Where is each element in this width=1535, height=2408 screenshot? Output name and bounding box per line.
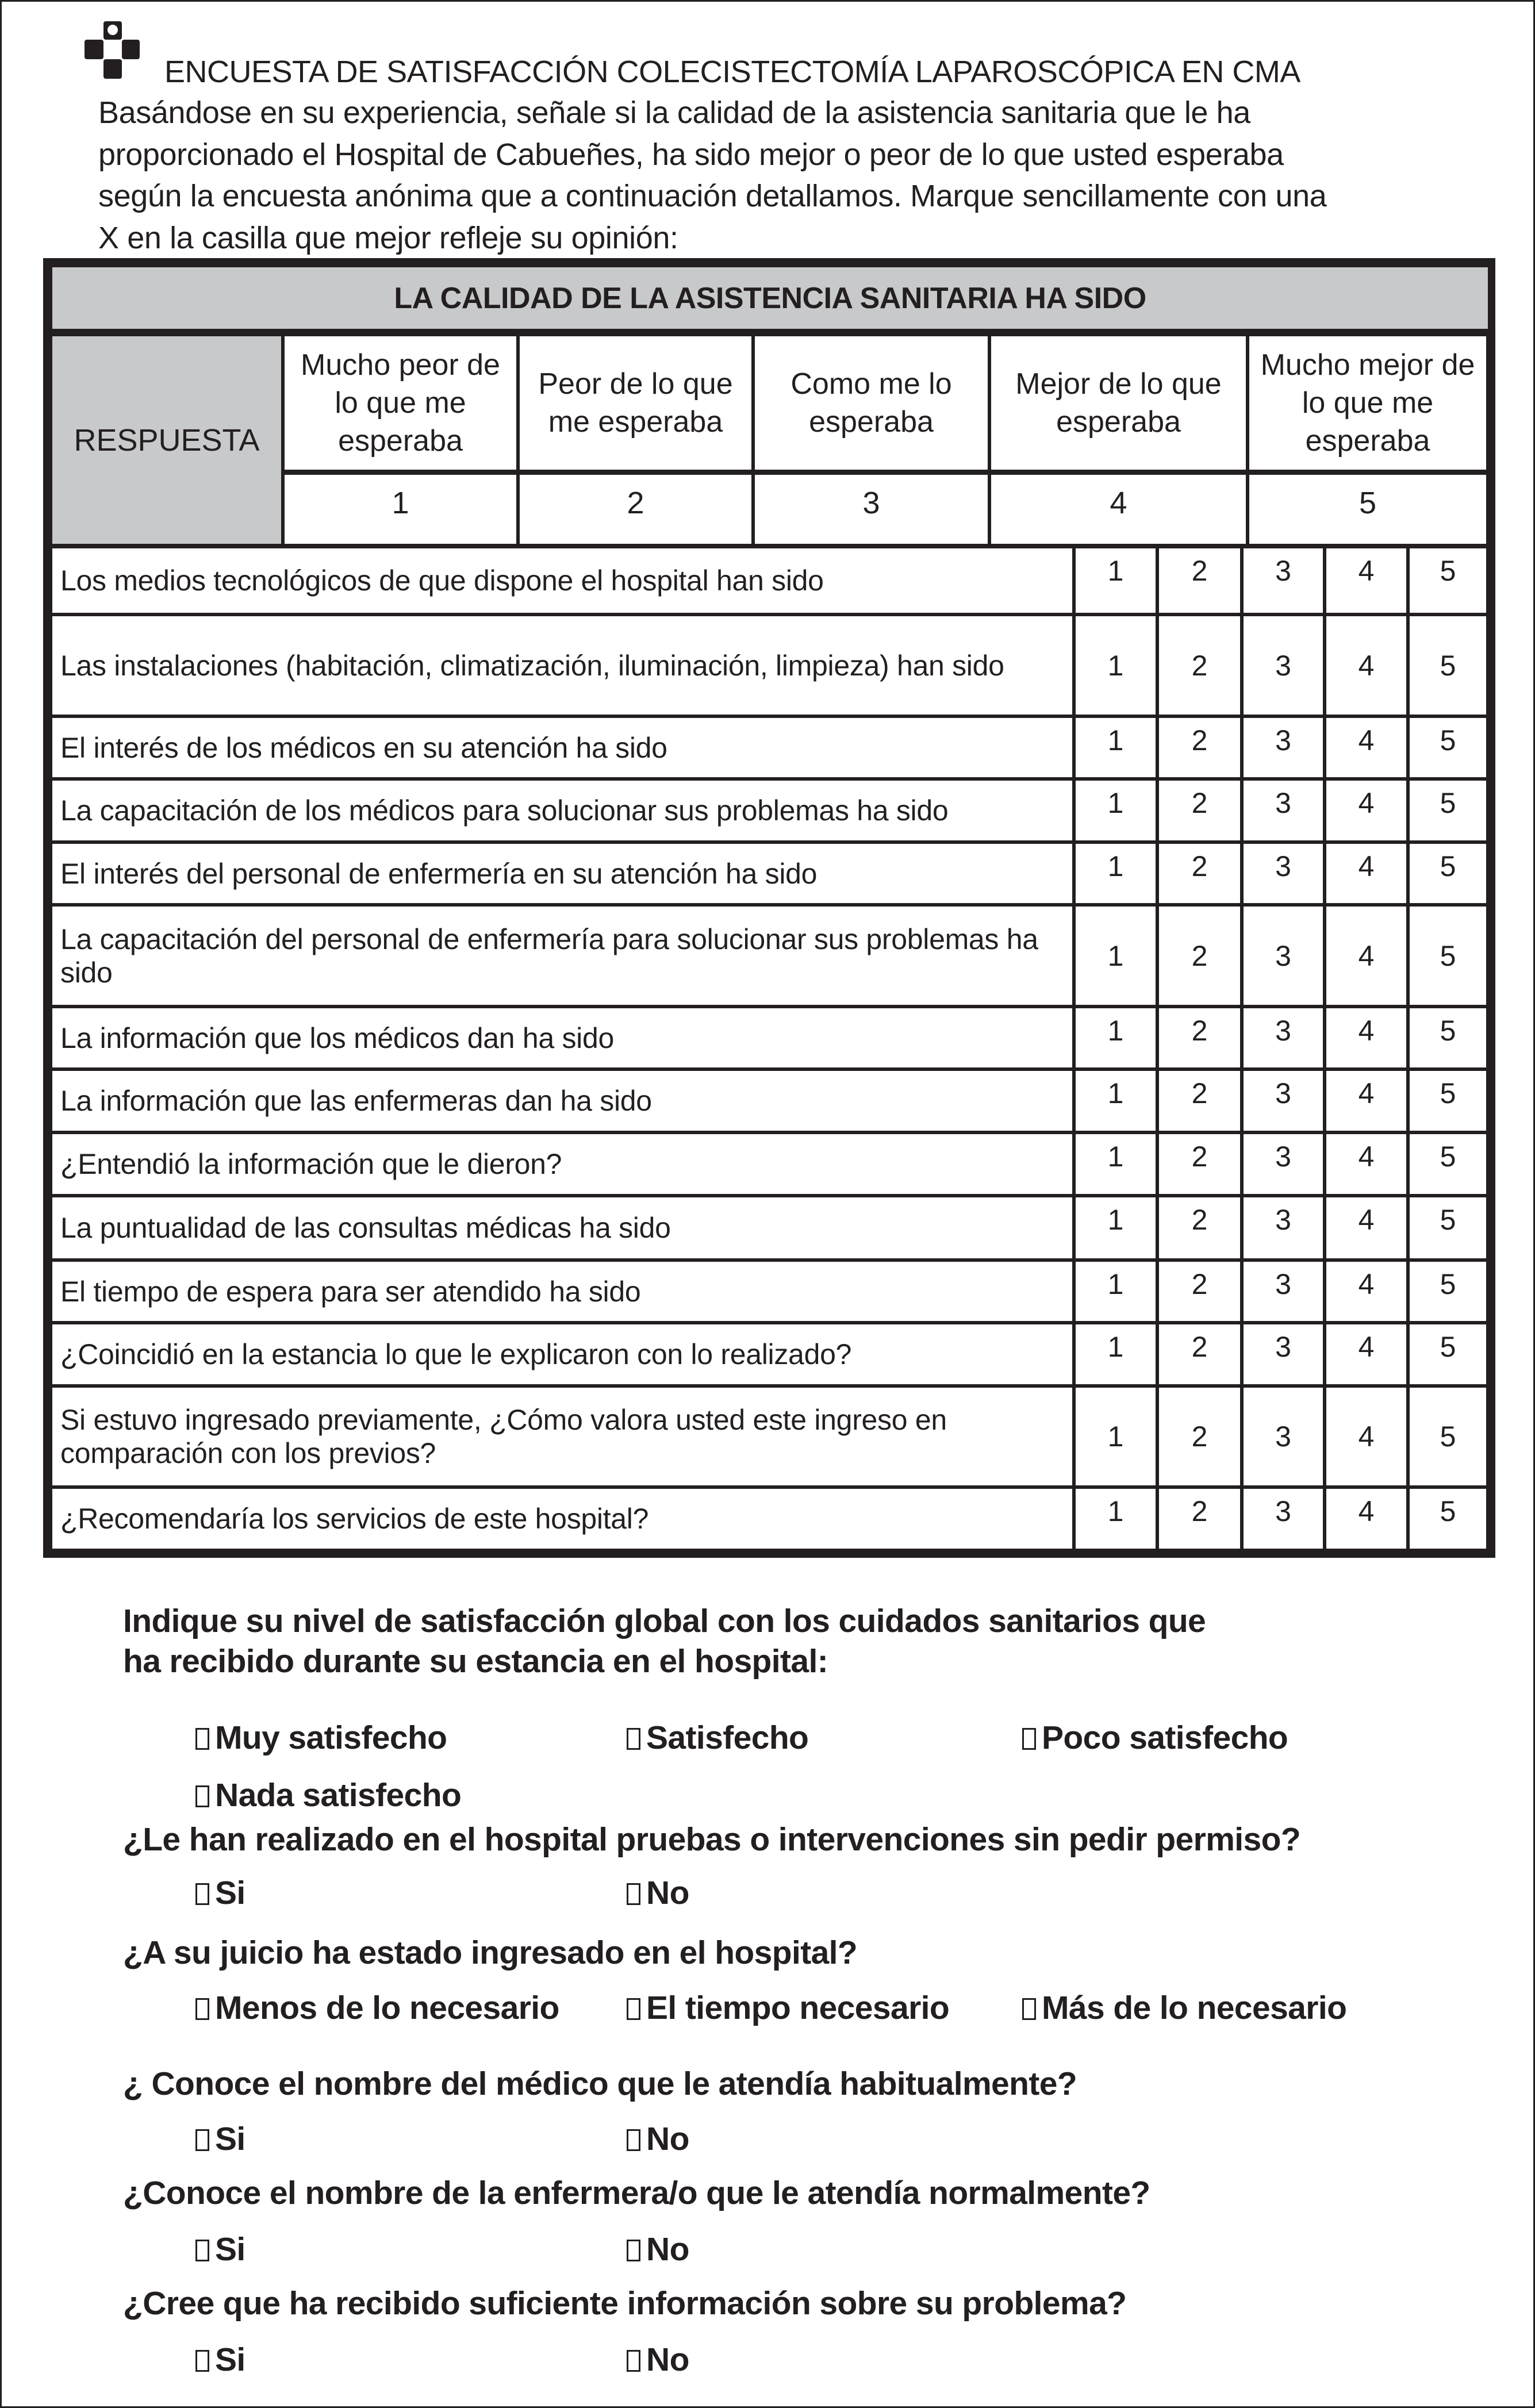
rating-cell-4[interactable]: 4 [1326, 1071, 1406, 1131]
question-text: La puntualidad de las consultas médicas ha sido [52, 1197, 1072, 1258]
option-label: No [646, 2121, 689, 2157]
rating-cell-2[interactable]: 2 [1159, 1489, 1240, 1549]
rating-cell-2[interactable]: 2 [1159, 718, 1240, 777]
rating-cell-2[interactable]: 2 [1159, 1324, 1240, 1384]
rating-cell-2[interactable]: 2 [1159, 548, 1240, 613]
scale-header-value: 1 [285, 475, 516, 544]
question-text: La información que las enfermeras dan ha sido [52, 1071, 1072, 1131]
option-label: No [646, 2341, 689, 2378]
option-no[interactable] [627, 2341, 689, 2379]
survey-title: ENCUESTA DE SATISFACCIÓN COLECISTECTOMÍA LAPAROSCÓPICA EN CMA [164, 55, 1300, 89]
rating-cell-2[interactable]: 2 [1159, 1197, 1240, 1258]
rating-cell-4[interactable]: 4 [1326, 907, 1406, 1005]
question-informacion: ¿Cree que ha recibido suficiente información sobre su problema? [123, 2285, 1127, 2322]
checkbox-icon[interactable] [627, 2240, 640, 2261]
option-label: Si [215, 2121, 245, 2157]
question-text: ¿Coincidió en la estancia lo que le explicaron con lo realizado? [52, 1324, 1072, 1384]
rating-cell-5[interactable]: 5 [1410, 907, 1486, 1005]
option-tiempo-necesario[interactable] [627, 1989, 949, 2027]
scale-header-label: Mucho peor de lo que me esperaba [285, 336, 516, 470]
option-poco-satisfecho[interactable] [1022, 1719, 1288, 1757]
question-text: Los medios tecnológicos de que dispone el hospital han sido [52, 548, 1072, 613]
rating-cell-1[interactable]: 1 [1076, 718, 1156, 777]
table-band-title: LA CALIDAD DE LA ASISTENCIA SANITARIA HA SIDO [52, 267, 1488, 329]
question-text: Las instalaciones (habitación, climatización, iluminación, limpieza) han sido [52, 616, 1072, 715]
option-label: Menos de lo necesario [215, 1990, 559, 2026]
rating-cell-3[interactable]: 3 [1244, 907, 1323, 1005]
question-text: ¿Entendió la información que le dieron? [52, 1134, 1072, 1194]
rating-cell-5[interactable]: 5 [1410, 1197, 1486, 1258]
intro-paragraph [98, 92, 1421, 259]
rating-cell-3[interactable]: 3 [1244, 844, 1323, 903]
rating-cell-1[interactable]: 1 [1076, 548, 1156, 613]
rating-cell-3[interactable]: 3 [1244, 1489, 1323, 1549]
question-text: La capacitación del personal de enfermería para solucionar sus problemas ha sido [52, 907, 1072, 1005]
rating-cell-3[interactable]: 3 [1244, 1262, 1323, 1321]
scale-header-value: 5 [1249, 475, 1486, 544]
rating-cell-1[interactable]: 1 [1076, 844, 1156, 903]
rating-cell-2[interactable]: 2 [1159, 1008, 1240, 1067]
question-text: ¿Recomendaría los servicios de este hospital? [52, 1489, 1072, 1549]
checkbox-icon[interactable] [627, 1998, 640, 2020]
scale-header-value: 4 [991, 475, 1246, 544]
option-label: El tiempo necesario [646, 1990, 950, 2026]
intro-line: Basándose en su experiencia, señale si la calidad de la asistencia sanitaria que le ha [98, 95, 1250, 130]
question-text: El tiempo de espera para ser atendido ha sido [52, 1262, 1072, 1321]
rating-cell-5[interactable]: 5 [1410, 1489, 1486, 1549]
question-nombre-enfermera: ¿Conoce el nombre de la enfermera/o que le atendía normalmente? [123, 2175, 1150, 2211]
question-ingreso: ¿A su juicio ha estado ingresado en el hospital? [123, 1934, 858, 1971]
rating-cell-4[interactable]: 4 [1326, 1489, 1406, 1549]
option-mas-necesario[interactable] [1022, 1989, 1346, 2027]
rating-cell-5[interactable]: 5 [1410, 844, 1486, 903]
option-label: Poco satisfecho [1042, 1719, 1288, 1756]
hospital-cross-logo-icon [85, 21, 140, 79]
checkbox-icon[interactable] [627, 1728, 640, 1750]
rating-cell-5[interactable]: 5 [1410, 616, 1486, 715]
rating-cell-4[interactable]: 4 [1326, 1262, 1406, 1321]
rating-cell-2[interactable]: 2 [1159, 1262, 1240, 1321]
option-si[interactable] [195, 1874, 245, 1912]
rating-cell-3[interactable]: 3 [1244, 1388, 1323, 1485]
rating-cell-1[interactable]: 1 [1076, 1324, 1156, 1384]
intro-line: según la encuesta anónima que a continuación detallamos. Marque sencillamente con una [98, 179, 1327, 213]
checkbox-icon[interactable] [195, 1728, 209, 1750]
respuesta-header: RESPUESTA [52, 336, 281, 544]
scale-header-label: Como me lo esperaba [755, 336, 988, 470]
option-label: No [646, 1875, 689, 1911]
rating-cell-1[interactable]: 1 [1076, 1197, 1156, 1258]
rating-cell-5[interactable]: 5 [1410, 1262, 1486, 1321]
option-nada-satisfecho[interactable] [195, 1776, 461, 1814]
rating-cell-5[interactable]: 5 [1410, 781, 1486, 840]
rating-cell-3[interactable]: 3 [1244, 1197, 1323, 1258]
scale-header-value: 3 [755, 475, 988, 544]
rating-cell-5[interactable]: 5 [1410, 1134, 1486, 1194]
rating-cell-1[interactable]: 1 [1076, 781, 1156, 840]
rating-cell-4[interactable]: 4 [1326, 1388, 1406, 1485]
rating-cell-3[interactable]: 3 [1244, 616, 1323, 715]
option-label: Si [215, 1875, 245, 1911]
option-label: Satisfecho [646, 1719, 809, 1756]
global-question-line: ha recibido durante su estancia en el hospital: [123, 1643, 828, 1680]
option-label: Muy satisfecho [215, 1719, 447, 1756]
option-label: No [646, 2231, 689, 2268]
rating-cell-2[interactable]: 2 [1159, 844, 1240, 903]
scale-header-label: Mejor de lo que esperaba [991, 336, 1246, 470]
scale-header-label: Peor de lo que me esperaba [520, 336, 751, 470]
rating-cell-4[interactable]: 4 [1326, 844, 1406, 903]
rating-cell-3[interactable]: 3 [1244, 781, 1323, 840]
rating-cell-1[interactable]: 1 [1076, 907, 1156, 1005]
question-text: La capacitación de los médicos para solucionar sus problemas ha sido [52, 781, 1072, 840]
rating-cell-5[interactable]: 5 [1410, 1388, 1486, 1485]
checkbox-icon[interactable] [1022, 1728, 1036, 1750]
rating-cell-1[interactable]: 1 [1076, 616, 1156, 715]
option-no[interactable] [627, 2230, 689, 2268]
option-label: Nada satisfecho [215, 1777, 462, 1814]
rating-cell-3[interactable]: 3 [1244, 1324, 1323, 1384]
rating-cell-1[interactable]: 1 [1076, 1262, 1156, 1321]
question-permiso: ¿Le han realizado en el hospital pruebas o intervenciones sin pedir permiso? [123, 1821, 1301, 1858]
option-si[interactable] [195, 2230, 245, 2268]
rating-cell-4[interactable]: 4 [1326, 548, 1406, 613]
rating-cell-3[interactable]: 3 [1244, 1071, 1323, 1131]
option-menos-necesario[interactable] [195, 1989, 559, 2027]
option-no[interactable] [627, 2120, 689, 2158]
checkbox-icon[interactable] [627, 2350, 640, 2372]
question-text: La información que los médicos dan ha sido [52, 1008, 1072, 1067]
checkbox-icon[interactable] [627, 2129, 640, 2151]
option-label: Si [215, 2341, 245, 2378]
rating-cell-1[interactable]: 1 [1076, 1008, 1156, 1067]
rating-cell-4[interactable]: 4 [1326, 616, 1406, 715]
question-nombre-medico: ¿ Conoce el nombre del médico que le atendía habitualmente? [123, 2065, 1077, 2102]
checkbox-icon[interactable] [195, 2129, 209, 2151]
rating-cell-4[interactable]: 4 [1326, 781, 1406, 840]
option-satisfecho[interactable] [627, 1719, 808, 1757]
intro-line: X en la casilla que mejor refleje su opinión: [98, 220, 678, 255]
checkbox-icon[interactable] [195, 1785, 209, 1807]
question-text: El interés de los médicos en su atención ha sido [52, 718, 1072, 777]
option-si[interactable] [195, 2120, 245, 2158]
option-si[interactable] [195, 2341, 245, 2379]
global-question-line: Indique su nivel de satisfacción global con los cuidados sanitarios que [123, 1603, 1206, 1639]
rating-cell-1[interactable]: 1 [1076, 1489, 1156, 1549]
rating-cell-4[interactable]: 4 [1326, 718, 1406, 777]
option-muy-satisfecho[interactable] [195, 1719, 447, 1757]
rating-cell-3[interactable]: 3 [1244, 1134, 1323, 1194]
rating-cell-1[interactable]: 1 [1076, 1388, 1156, 1485]
rating-cell-4[interactable]: 4 [1326, 1134, 1406, 1194]
rating-cell-3[interactable]: 3 [1244, 1008, 1323, 1067]
rating-cell-4[interactable]: 4 [1326, 1197, 1406, 1258]
checkbox-icon[interactable] [1022, 1998, 1036, 2020]
rating-cell-5[interactable]: 5 [1410, 1008, 1486, 1067]
question-text: Si estuvo ingresado previamente, ¿Cómo valora usted este ingreso en comparación con los previos? [52, 1388, 1072, 1485]
option-label: Si [215, 2231, 245, 2268]
option-label: Más de lo necesario [1042, 1990, 1347, 2026]
scale-header-value: 2 [520, 475, 751, 544]
checkbox-icon[interactable] [195, 2240, 209, 2261]
rating-cell-1[interactable]: 1 [1076, 1071, 1156, 1131]
global-question [123, 1601, 1206, 1681]
scale-header-label: Mucho mejor de lo que me esperaba [1249, 336, 1486, 470]
rating-cell-4[interactable]: 4 [1326, 1324, 1406, 1384]
rating-cell-5[interactable]: 5 [1410, 548, 1486, 613]
checkbox-icon[interactable] [195, 2350, 209, 2372]
rating-cell-5[interactable]: 5 [1410, 1071, 1486, 1131]
rating-cell-3[interactable]: 3 [1244, 548, 1323, 613]
checkbox-icon[interactable] [627, 1883, 640, 1905]
rating-cell-5[interactable]: 5 [1410, 718, 1486, 777]
rating-cell-2[interactable]: 2 [1159, 1071, 1240, 1131]
rating-cell-2[interactable]: 2 [1159, 781, 1240, 840]
rating-cell-2[interactable]: 2 [1159, 616, 1240, 715]
checkbox-icon[interactable] [195, 1998, 209, 2020]
rating-cell-3[interactable]: 3 [1244, 718, 1323, 777]
rating-cell-2[interactable]: 2 [1159, 1388, 1240, 1485]
rating-cell-1[interactable]: 1 [1076, 1134, 1156, 1194]
rating-cell-2[interactable]: 2 [1159, 907, 1240, 1005]
option-no[interactable] [627, 1874, 689, 1912]
checkbox-icon[interactable] [195, 1883, 209, 1905]
intro-line: proporcionado el Hospital de Cabueñes, ha sido mejor o peor de lo que usted esperaba [98, 137, 1284, 172]
rating-cell-5[interactable]: 5 [1410, 1324, 1486, 1384]
rating-cell-4[interactable]: 4 [1326, 1008, 1406, 1067]
rating-cell-2[interactable]: 2 [1159, 1134, 1240, 1194]
question-text: El interés del personal de enfermería en su atención ha sido [52, 844, 1072, 903]
